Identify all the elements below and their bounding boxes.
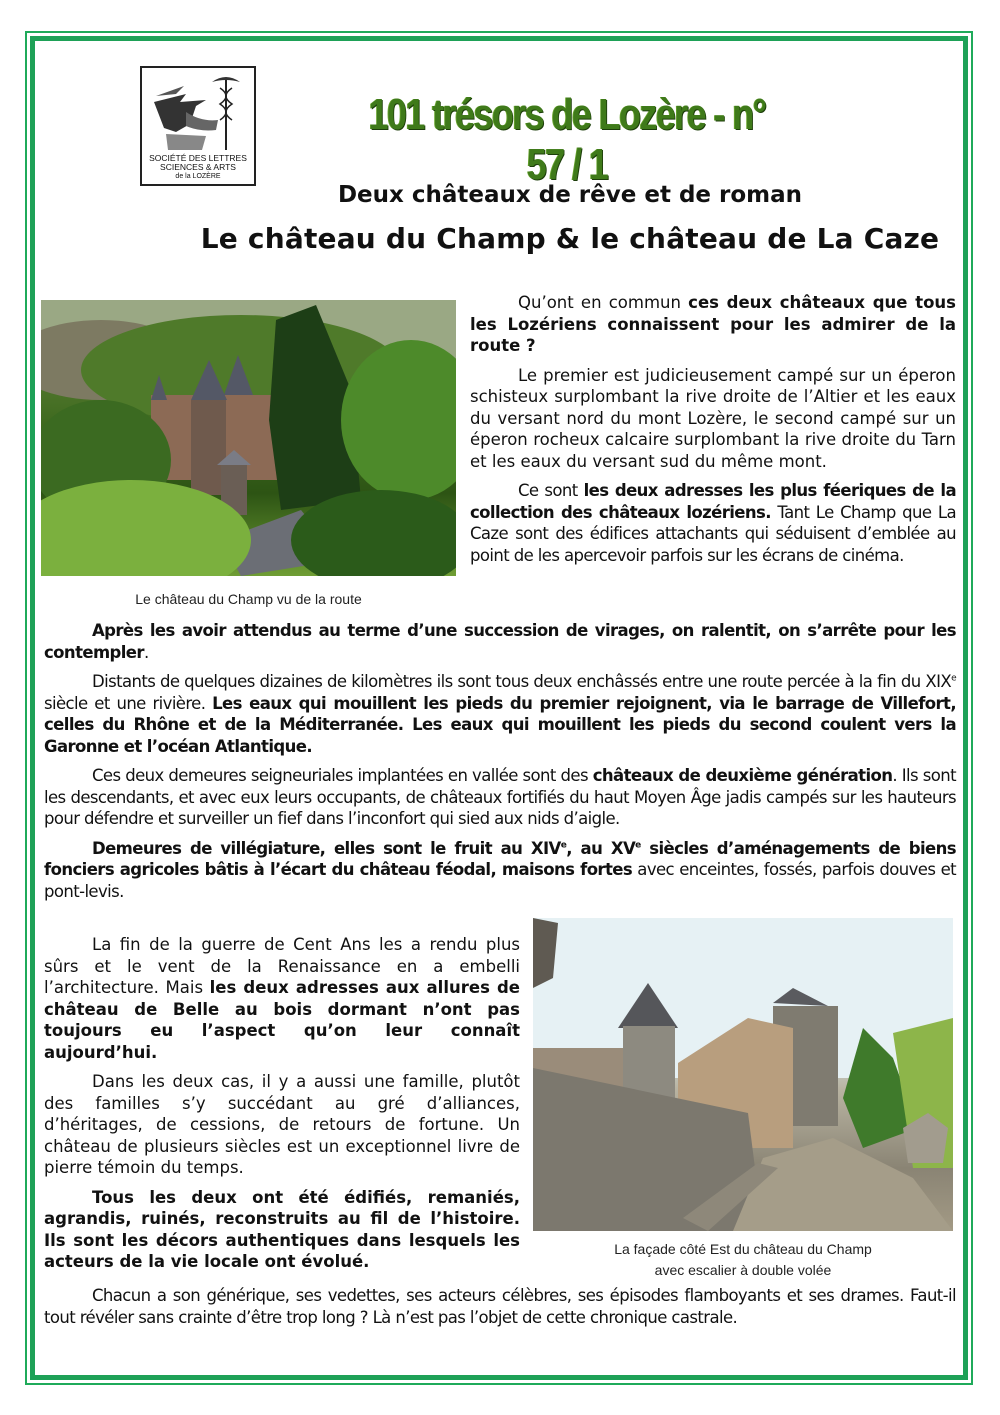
- caption-2-line-1: La façade côté Est du château du Champ: [614, 1241, 872, 1257]
- paragraph-3: [470, 480, 956, 566]
- bold-run: Les eaux qui mouillent les pieds du premier rejoignent, via le barrage de Villefort, celles du Rhône et de la Méditerranée. Les eaux qui mouillent les pieds du second coulent vers la Garonne et l’océan Atlantique.: [44, 693, 956, 756]
- paragraph-6: [44, 765, 956, 830]
- text-run: , au XV: [566, 838, 636, 858]
- full-width-body-1: [44, 620, 956, 910]
- bold-run: Tous les deux ont été édifiés, remaniés, agrandis, ruinés, reconstruits au fil de l’histoire. Ils sont les décors authentiques dans lesquels les acteurs de la vie locale ont évolué.: [44, 1187, 520, 1271]
- bold-run: Après les avoir attendus au terme d’une succession de virages, on ralentit, on s’arrête pour les contempler: [44, 621, 956, 662]
- castle-photo-illustration: [41, 300, 456, 576]
- paragraph-8: [44, 934, 520, 1063]
- logo-line-3: de la LOZÈRE: [175, 173, 221, 180]
- text-run: . Ils sont les descendants, et avec eux leurs occupants, de châteaux fortifiés du haut Moyen Âge jadis campés sur les hauteurs pour défendre et surveiller un fief dans l’inconfort qui sied aux nids d’aigle.: [44, 766, 957, 828]
- logo-text: [142, 154, 254, 181]
- page-subtitle: Deux châteaux de rêve et de roman: [337, 182, 803, 208]
- text-run: siècles d’aménagements de biens fonciers agricoles bâtis à l’écart du château féodal, maisons fortes: [44, 838, 956, 879]
- photo-chateau-du-champ-from-road: [41, 300, 456, 576]
- bold-run: châteaux de deuxième génération: [592, 766, 893, 785]
- castle-facade-photo-illustration: [533, 918, 953, 1231]
- text-run: siècle et une rivière.: [44, 693, 213, 713]
- superscript: e: [560, 840, 567, 850]
- text-run: Ces deux demeures seigneuriales implantées en vallée sont des: [92, 766, 593, 785]
- paragraph-1: [470, 292, 956, 357]
- paragraph-5: [44, 671, 956, 757]
- photo-caption-2: [533, 1239, 953, 1281]
- paragraph-10: [44, 1187, 520, 1273]
- text-run: .: [143, 642, 149, 662]
- left-column-body: [44, 934, 520, 1281]
- text-run: avec enceintes, fossés, parfois douves et pont-levis.: [44, 860, 957, 901]
- logo-line-2: SCIENCES & ARTS: [160, 162, 236, 172]
- text-run: Tant Le Champ que La Caze sont des édifices attachants qui séduisent d’emblée au point de les apercevoir parfois sur les écrans de cinéma.: [470, 502, 956, 565]
- bold-run: ces deux châteaux que tous les Lozériens connaissent pour les admirer de la route ?: [470, 293, 956, 355]
- photo-east-facade-chateau-du-champ: [533, 918, 953, 1231]
- paragraph-2: Le premier est judicieusement campé sur un éperon schisteux surplombant la rive droite de l’Altier et les eaux du versant nord du mont Lozère, le second campé sur un éperon rocheux calcaire surplombant la rive droite du Tarn et les eaux du versant sud du même mont.: [470, 365, 956, 471]
- bold-run: les deux adresses les plus féeriques de la collection des châteaux lozériens.: [470, 481, 956, 522]
- paragraph-7: [44, 838, 956, 903]
- logo-line-1: SOCIÉTÉ DES LETTRES: [149, 153, 247, 163]
- full-width-body-2: [44, 1285, 956, 1336]
- text-run: La fin de la guerre de Cent Ans les a rendu plus sûrs et le vent de la Renaissance en a embelli l’architecture. Mais: [44, 935, 520, 997]
- hermes-emblem-icon: [146, 72, 250, 152]
- superscript: e: [635, 840, 641, 850]
- text-run: Ce sont: [518, 481, 584, 500]
- paragraph-11: Chacun a son générique, ses vedettes, ses acteurs célèbres, ses épisodes flamboyants et ses drames. Faut-il tout révéler sans crainte d’être trop long ? Là n’est pas l’objet de cette chronique castrale.: [44, 1286, 956, 1327]
- photo-caption-1: Le château du Champ vu de la route: [135, 591, 362, 607]
- superscript: e: [951, 673, 956, 684]
- paragraph-9: Dans les deux cas, il y a aussi une famille, plutôt des familles s’y succédant au gré d’alliances, d’héritages, de cessions, de retours de fortune. Un château de plusieurs siècles est un exceptionnel livre de pierre témoin du temps.: [44, 1072, 520, 1177]
- intro-column: [470, 292, 956, 574]
- text-run: Distants de quelques dizaines de kilomètres ils sont tous deux enchâssés entre une route percée à la fin du XIX: [92, 672, 952, 691]
- bold-run: les deux adresses aux allures de château de Belle au bois dormant n’ont pas toujours eu l’aspect qu’on leur connaît aujourd’hui.: [44, 978, 520, 1062]
- page-title: Le château du Champ & le château de La Caze: [200, 222, 940, 255]
- text-run: Demeures de villégiature, elles sont le fruit au XIV: [92, 838, 561, 858]
- paragraph-4: [44, 620, 956, 663]
- caption-2-line-2: avec escalier à double volée: [654, 1262, 832, 1278]
- masthead-title: 101 trésors de Lozère - n° 57 / 1: [368, 90, 766, 189]
- text-run: Qu’ont en commun: [518, 293, 689, 312]
- society-logo: [140, 66, 256, 186]
